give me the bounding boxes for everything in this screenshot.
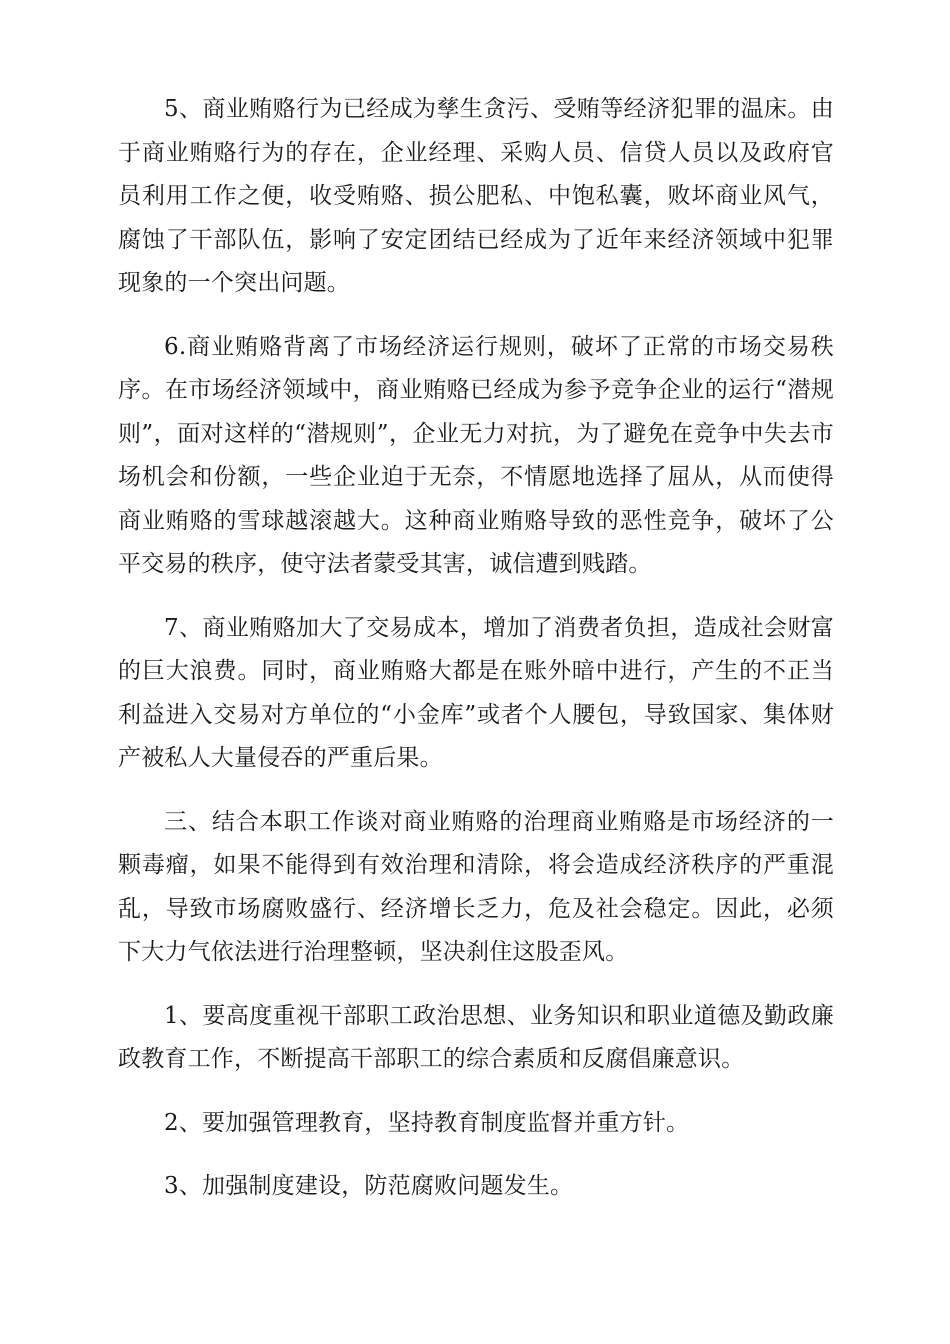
measure-item-1: 1、要高度重视干部职工政治思想、业务知识和职业道德及勤政廉政教育工作，不断提高干部职工的综合素质和反腐倡廉意识。 xyxy=(118,1002,834,1072)
section-three-paragraph: 三、结合本职工作谈对商业贿赂的治理商业贿赂是市场经济的一颗毒瘤，如果不能得到有效治理和清除，将会造成经济秩序的严重混乱，导致市场腐败盛行、经济增长乏力，危及社会稳定。因此，必须下大力气依法进行治理整顿，坚决刹住这股歪风。 xyxy=(118,808,834,965)
paragraph-item-7: 7、商业贿赂加大了交易成本，增加了消费者负担，造成社会财富的巨大浪费。同时，商业贿赂大都是在账外暗中进行，产生的不正当利益进入交易对方单位的“小金库”或者个人腰包，导致国家、集体财产被私人大量侵吞的严重后果。 xyxy=(118,614,834,771)
paragraph-item-6: 6.商业贿赂背离了市场经济运行规则，破坏了正常的市场交易秩序。在市场经济领域中，商业贿赂已经成为参予竞争企业的运行“潜规则”，面对这样的“潜规则”，企业无力对抗，为了避免在竞争中失去市场机会和份额，一些企业迫于无奈，不情愿地选择了屈从，从而使得商业贿赂的雪球越滚越大。这种商业贿赂导致的恶性竞争，破坏了公平交易的秩序，使守法者蒙受其害，诚信遭到贱踏。 xyxy=(118,333,834,577)
measure-item-2: 2、要加强管理教育，坚持教育制度监督并重方针。 xyxy=(164,1109,690,1136)
measure-item-3: 3、加强制度建设，防范腐败问题发生。 xyxy=(164,1173,574,1199)
document-body xyxy=(118,88,834,1209)
paragraph-item-5: 5、商业贿赂行为已经成为孳生贪污、受贿等经济犯罪的温床。由于商业贿赂行为的存在，企业经理、采购人员、信贷人员以及政府官员利用工作之便，收受贿赂、损公肥私、中饱私囊，败坏商业风气，腐蚀了干部队伍，影响了安定团结已经成为了近年来经济领域中犯罪现象的一个突出问题。 xyxy=(118,96,834,296)
